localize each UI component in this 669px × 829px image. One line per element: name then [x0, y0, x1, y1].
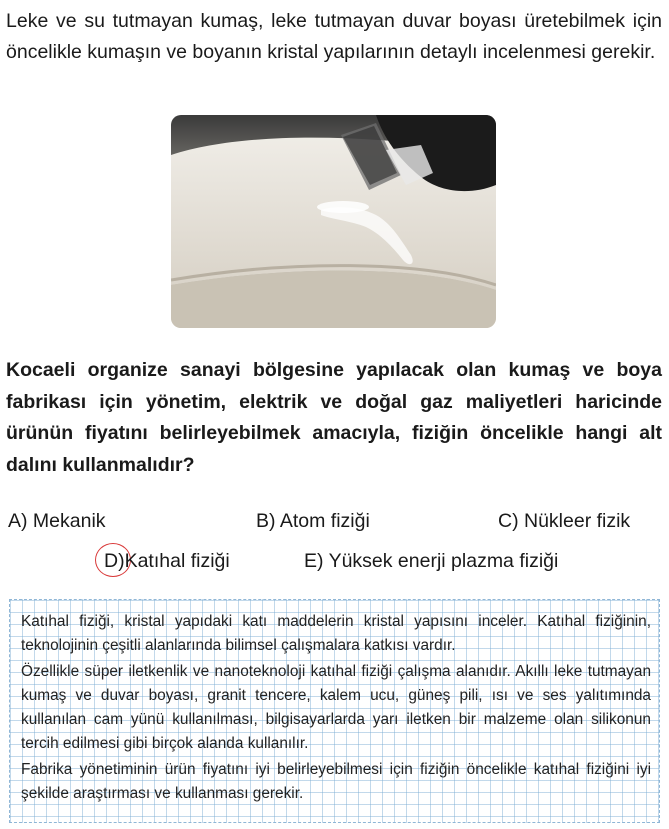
fabric-water-photo — [171, 115, 496, 328]
solution-text — [21, 610, 651, 808]
solution-paragraph-2: Özellikle süper iletkenlik ve nanoteknoloji katıhal fiziği çalışma alanıdır. Akıllı leke tutmayan kumaş ve duvar boyası, granit tencere, kalem ucu, güneş pili, ısı ve ses yalıtımında kullanılan cam yünü kullanılması, bilgisayarlarda yarı iletken bir malzeme olan silikonun tercih edilmesi gibi birçok alanda kullanılır. — [21, 663, 651, 752]
question-text: Kocaeli organize sanayi bölgesine yapılacak olan kumaş ve boya fabrikası için yönetim, elektrik ve doğal gaz maliyetleri haricinde ürünün fiyatını belirleyebilmek amacıyla, fiziğin öncelikle hangi alt dalını kullanmalıdır? — [6, 359, 662, 476]
intro-paragraph: Leke ve su tutmayan kumaş, leke tutmayan duvar boyası üretebilmek için öncelikle kumaşın ve boyanın kristal yapılarının detaylı incelenmesi gerekir. — [6, 10, 662, 63]
option-b[interactable]: B) Atom fiziği — [256, 510, 370, 532]
option-a[interactable]: A) Mekanik — [8, 510, 106, 532]
option-d[interactable] — [104, 549, 230, 573]
solution-box — [9, 599, 660, 823]
solution-paragraph-1: Katıhal fiziği, kristal yapıdaki katı maddelerin kristal yapısını inceler. Katıhal fiziğinin, teknolojinin çeşitli alanlarında bilimsel çalışmalara katkısı vardır. — [21, 613, 651, 654]
option-d-letter: D) — [104, 550, 125, 572]
option-c[interactable]: C) Nükleer fizik — [498, 510, 631, 532]
option-e[interactable]: E) Yüksek enerji plazma fiziği — [304, 550, 559, 572]
option-d-text: Katıhal fiziği — [124, 550, 230, 572]
solution-paragraph-3: Fabrika yönetiminin ürün fiyatını iyi belirleyebilmesi için fiziğin öncelikle katıhal fiziğini iyi şekilde araştırması ve kullanması gerekir. — [21, 761, 651, 802]
